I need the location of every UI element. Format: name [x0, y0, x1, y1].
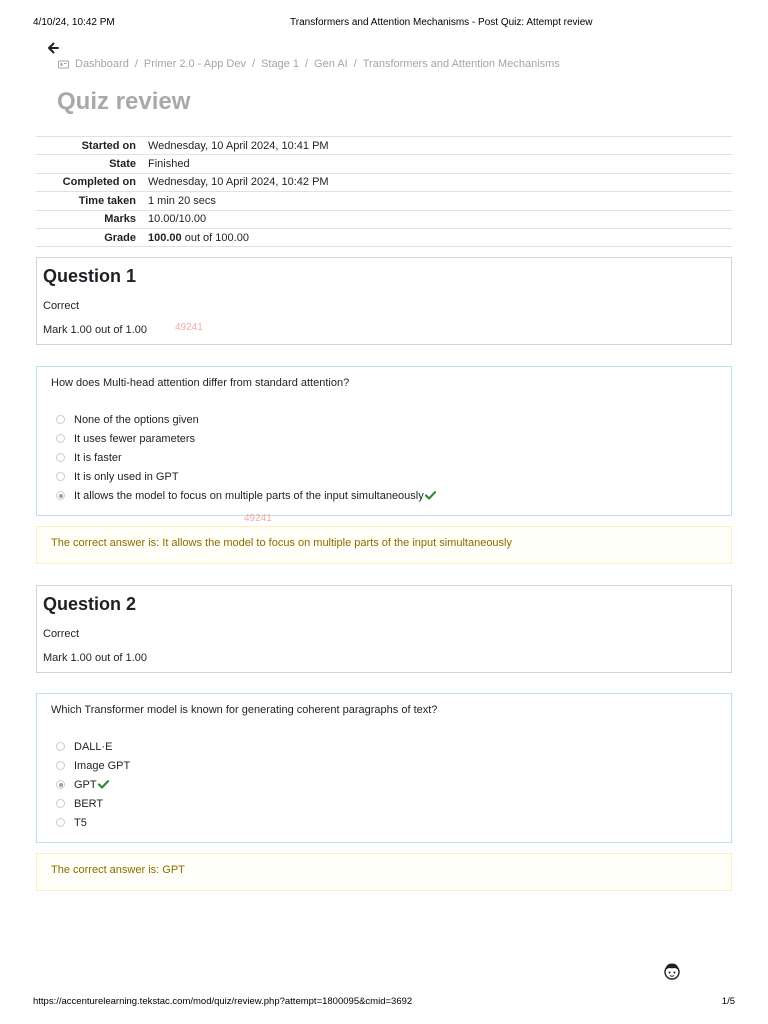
answer-option-label: It allows the model to focus on multiple parts of the input simultaneously: [74, 489, 424, 502]
radio-button[interactable]: [56, 818, 65, 827]
correct-answer-text: The correct answer is: It allows the model to focus on multiple parts of the input simultaneously: [51, 537, 512, 549]
page-title: Quiz review: [57, 88, 191, 115]
answer-option-label: It uses fewer parameters: [74, 432, 196, 445]
answer-option[interactable]: [56, 410, 436, 429]
summary-label: State: [36, 155, 146, 173]
radio-button[interactable]: [56, 742, 65, 751]
question-text: How does Multi-head attention differ from standard attention?: [51, 377, 350, 389]
breadcrumb-separator: /: [353, 58, 357, 70]
answer-option[interactable]: [56, 756, 130, 775]
answer-option-label: DALL·E: [74, 740, 113, 753]
print-url: https://accenturelearning.tekstac.com/mod/quiz/review.php?attempt=1800095&cmid=3692: [33, 996, 413, 1007]
answer-option[interactable]: [56, 813, 130, 832]
summary-label: Time taken: [36, 192, 146, 210]
breadcrumb-quiz[interactable]: Transformers and Attention Mechanisms: [362, 58, 560, 70]
answer-option-label: GPT: [74, 778, 97, 791]
radio-button[interactable]: [56, 434, 65, 443]
home-icon: [58, 60, 69, 69]
print-footer: [33, 996, 735, 1008]
radio-button[interactable]: [56, 453, 65, 462]
watermark-text: 49241: [175, 322, 203, 333]
radio-button[interactable]: [56, 761, 65, 770]
print-document-title: Transformers and Attention Mechanisms - Post Quiz: Attempt review: [290, 17, 593, 28]
question-state: Correct: [43, 628, 80, 640]
breadcrumb-course[interactable]: Primer 2.0 - App Dev: [143, 58, 246, 70]
avatar-icon[interactable]: [662, 961, 682, 981]
radio-button[interactable]: [56, 415, 65, 424]
answer-option-selected[interactable]: [56, 486, 436, 505]
answer-option-selected[interactable]: [56, 775, 130, 794]
summary-row-grade: [36, 228, 732, 246]
breadcrumb-separator: /: [251, 58, 256, 70]
breadcrumb-separator: /: [304, 58, 309, 70]
answer-option-label: BERT: [74, 797, 104, 810]
print-header: [33, 17, 735, 29]
question-content: [36, 366, 732, 516]
answer-option[interactable]: [56, 737, 130, 756]
arrow-left-icon[interactable]: [46, 41, 60, 55]
print-page-number: 1/5: [721, 996, 735, 1007]
question-number: Question 2: [43, 594, 137, 614]
summary-value: 1 min 20 secs: [146, 192, 732, 210]
breadcrumb-dashboard[interactable]: Dashboard: [75, 58, 129, 70]
breadcrumb-section[interactable]: Gen AI: [314, 58, 348, 70]
correct-answer-feedback: [36, 526, 732, 564]
answer-option-label: It is only used in GPT: [74, 470, 179, 483]
answer-options: [56, 737, 130, 832]
summary-row-time: [36, 192, 732, 210]
breadcrumb: [58, 57, 560, 71]
radio-button[interactable]: [56, 472, 65, 481]
breadcrumb-stage[interactable]: Stage 1: [261, 58, 299, 70]
answer-option[interactable]: [56, 794, 130, 813]
summary-value: Wednesday, 10 April 2024, 10:42 PM: [146, 173, 732, 191]
radio-button[interactable]: [56, 799, 65, 808]
summary-label: Completed on: [36, 173, 146, 191]
question-info: [36, 585, 732, 673]
question-content: [36, 693, 732, 843]
summary-row-state: [36, 155, 732, 173]
answer-option-label: None of the options given: [74, 413, 199, 426]
radio-button-checked[interactable]: [56, 491, 65, 500]
answer-options: [56, 410, 436, 505]
answer-option[interactable]: [56, 467, 436, 486]
question-mark: Mark 1.00 out of 1.00: [43, 652, 147, 664]
answer-option-label: T5: [74, 816, 87, 829]
summary-row-completed: [36, 173, 732, 191]
summary-value: [146, 228, 732, 246]
answer-option-label: Image GPT: [74, 759, 131, 772]
print-datetime: 4/10/24, 10:42 PM: [33, 17, 115, 28]
summary-label: Started on: [36, 137, 146, 155]
summary-value: Finished: [146, 155, 732, 173]
summary-label: Marks: [36, 210, 146, 228]
correct-answer-feedback: [36, 853, 732, 891]
attempt-summary-table: [36, 136, 732, 247]
summary-label: Grade: [36, 228, 146, 246]
check-icon: [98, 780, 109, 789]
answer-option[interactable]: [56, 429, 436, 448]
answer-option[interactable]: [56, 448, 436, 467]
answer-option-label: It is faster: [74, 451, 122, 464]
question-info: [36, 257, 732, 345]
question-number: Question 1: [43, 266, 137, 286]
correct-answer-text: The correct answer is: GPT: [51, 864, 185, 876]
radio-button-checked[interactable]: [56, 780, 65, 789]
grade-score: 100.00: [148, 231, 182, 244]
question-state: Correct: [43, 300, 80, 312]
question-mark: Mark 1.00 out of 1.00: [43, 324, 147, 336]
summary-value: 10.00/10.00: [146, 210, 732, 228]
grade-out-of: out of 100.00: [181, 231, 249, 244]
summary-value: Wednesday, 10 April 2024, 10:41 PM: [146, 137, 732, 155]
watermark-text: 49241: [244, 513, 272, 524]
question-text: Which Transformer model is known for generating coherent paragraphs of text?: [51, 704, 438, 716]
breadcrumb-separator: /: [134, 58, 138, 70]
summary-row-marks: [36, 210, 732, 228]
check-icon: [425, 491, 436, 500]
summary-row-started: [36, 137, 732, 155]
